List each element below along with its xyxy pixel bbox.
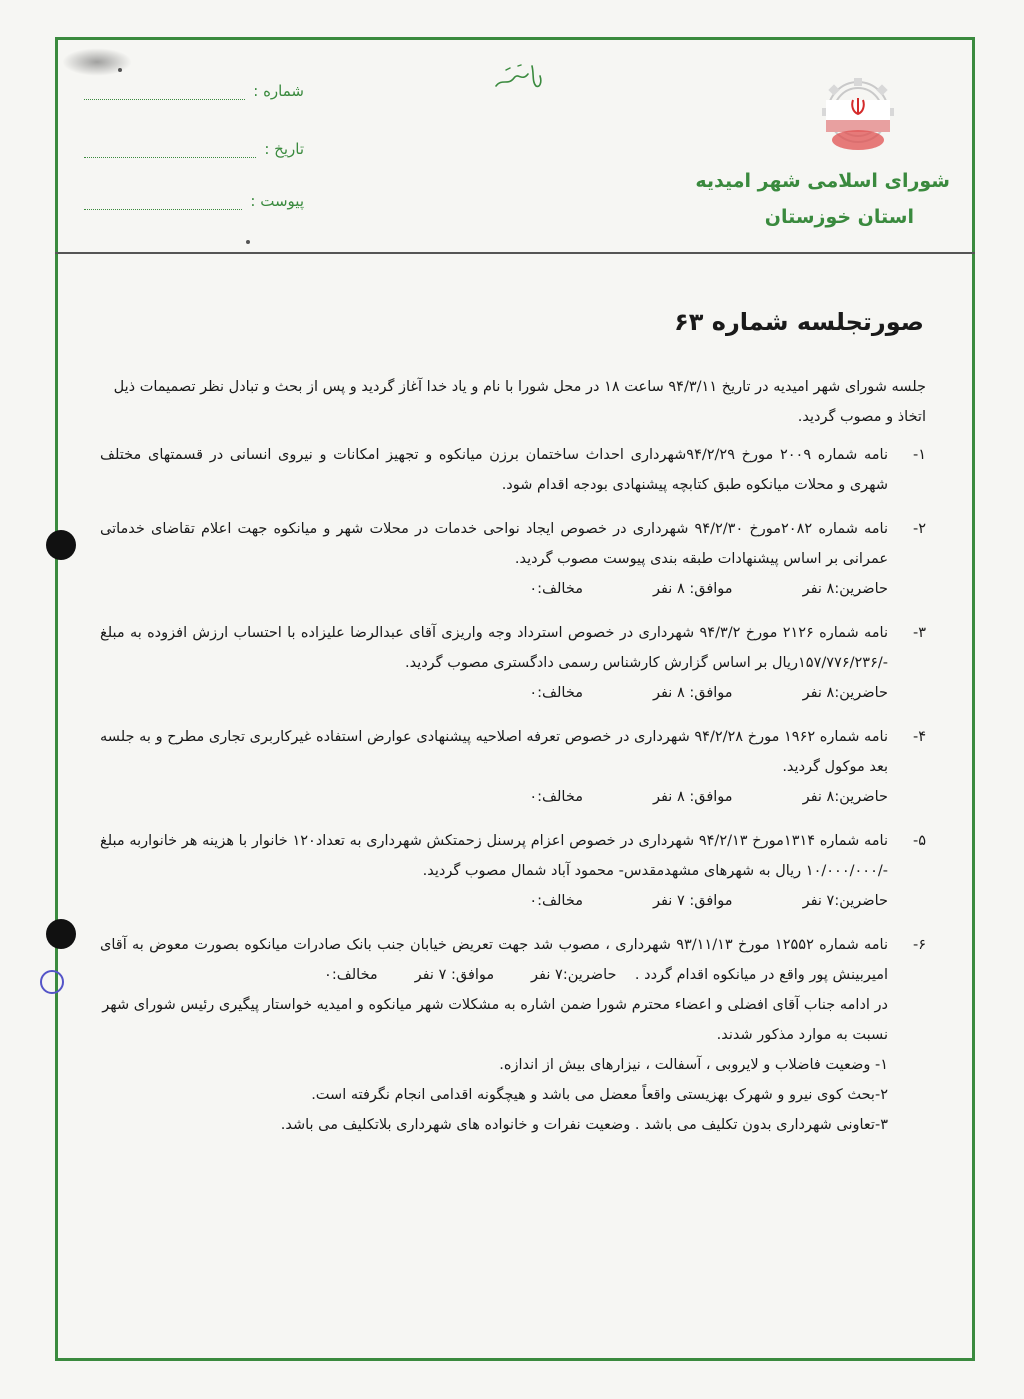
vote-present: حاضرین:۸ نفر xyxy=(802,581,888,597)
organization-province: استان خوزستان xyxy=(764,206,914,228)
item-body xyxy=(100,514,888,604)
resolution-item-1 xyxy=(100,440,926,500)
scan-dot xyxy=(118,68,122,72)
closing-paragraph: در ادامه جناب آقای افضلی و اعضاء محترم شورا ضمن اشاره به مشکلات شهر میانکوه و امیدیه خواستار پیگیری رئیس شورای شهر نسبت به موارد مذکور شدند. xyxy=(102,997,888,1043)
resolution-item-2 xyxy=(100,514,926,604)
ink-ring-mark xyxy=(40,970,64,994)
subitem-3: ۳-تعاونی شهرداری بدون تکلیف می باشد . وضعیت نفرات و خانواده های شهرداری بلاتکلیف می باشد. xyxy=(280,1117,888,1133)
item-text: نامه شماره ۲۰۰۹ مورخ ۹۴/۲/۲۹شهرداری احداث ساختمان برزن میانکوه و تجهیز امکانات و نیروی انسانی در قسمتهای مختلف شهری و محلات میانکوه طبق کتابچه پیشنهادی بودجه اقدام شود. xyxy=(100,447,888,493)
vote-present: حاضرین:۸ نفر xyxy=(802,685,888,701)
resolution-item-6 xyxy=(100,930,926,990)
resolution-item-3 xyxy=(100,618,926,708)
meta-date-dots xyxy=(84,145,256,158)
vote-present: حاضرین:۷ نفر xyxy=(802,893,888,909)
meta-date-label: تاریخ : xyxy=(264,140,304,158)
meta-date-field xyxy=(84,134,304,158)
item-body xyxy=(100,722,888,812)
item-number: ۱- xyxy=(912,447,926,463)
item-number: ۴- xyxy=(912,729,926,745)
subitem-2: ۲-بحث کوی نیرو و شهرک بهزیستی واقعاً معضل می باشد و هیچگونه اقدامی انجام نگرفته است. xyxy=(311,1087,888,1103)
scan-dot xyxy=(246,240,250,244)
item-text: نامه شماره ۲۰۸۲مورخ ۹۴/۲/۳۰ شهرداری در خصوص ایجاد نواحی خدمات در محلات شهر و میانکوه جهت اعلام تقاضای خدماتی عمرانی بر اساس پیشنهادات طبقه بندی پیوست مصوب گردید. xyxy=(100,521,889,567)
basmala-calligraphy xyxy=(488,56,548,96)
vote-oppose: مخالف:۰ xyxy=(324,967,378,983)
meta-number-dots xyxy=(84,87,245,100)
vote-present: حاضرین:۷ نفر xyxy=(531,967,617,983)
meta-attachment-label: پیوست : xyxy=(250,192,304,210)
item-number: ۳- xyxy=(912,625,926,641)
vote-row xyxy=(100,886,888,916)
item-number: ۲- xyxy=(912,521,926,537)
meta-number-field xyxy=(84,76,304,100)
subitem-1: ۱- وضعیت فاضلاب و لایروبی ، آسفالت ، نیزارهای بیش از اندازه. xyxy=(499,1057,888,1073)
item-text xyxy=(100,930,888,990)
vote-oppose: مخالف:۰ xyxy=(529,893,583,909)
organization-name: شورای اسلامی شهر امیدیه xyxy=(695,170,950,192)
item-number: ۵- xyxy=(912,833,926,849)
meta-number-label: شماره : xyxy=(253,82,304,100)
intro-paragraph: جلسه شورای شهر امیدیه در تاریخ ۹۴/۳/۱۱ ساعت ۱۸ در محل شورا با نام و یاد خدا آغاز گردید و پس از بحث و تبادل نظر تصمیمات ذیل اتخاذ و مصوب گردید. xyxy=(113,379,926,425)
document-title: صورتجلسه شماره ۶۳ xyxy=(674,308,924,336)
vote-row xyxy=(100,678,888,708)
vote-row xyxy=(100,782,888,812)
council-emblem xyxy=(806,78,910,158)
header-divider xyxy=(55,252,975,254)
subitem-list xyxy=(100,1050,888,1140)
resolution-item-4 xyxy=(100,722,926,812)
vote-present: حاضرین:۸ نفر xyxy=(802,789,888,805)
vote-row xyxy=(100,574,888,604)
document-content xyxy=(100,372,926,1140)
vote-agree: موافق: ۸ نفر xyxy=(652,581,733,597)
resolution-item-5 xyxy=(100,826,926,916)
vote-oppose: مخالف:۰ xyxy=(529,685,583,701)
punch-hole xyxy=(46,530,76,560)
punch-hole xyxy=(46,919,76,949)
vote-agree: موافق: ۸ نفر xyxy=(652,685,733,701)
vote-oppose: مخالف:۰ xyxy=(529,789,583,805)
item-body xyxy=(100,618,888,708)
item-body xyxy=(100,440,888,500)
vote-agree: موافق: ۷ نفر xyxy=(652,893,733,909)
item-text: نامه شماره ۱۳۱۴مورخ ۹۴/۲/۱۳ شهرداری در خصوص اعزام پرسنل زحمتکش شهرداری به تعداد۱۲۰ خانوار با هزینه هر خانواربه مبلغ -/۱۰/۰۰۰/۰۰۰ ریال به شهرهای مشهدمقدس- محمود آباد شمال مصوب گردید. xyxy=(100,833,888,879)
vote-agree: موافق: ۸ نفر xyxy=(652,789,733,805)
item-text: نامه شماره ۲۱۲۶ مورخ ۹۴/۳/۲ شهرداری در خصوص استرداد وجه واریزی آقای عبدالرضا علیزاده با احتساب ارزش افزوده به مبلغ -/۱۵۷/۷۷۶/۲۳۶ریال بر اساس گزارش کارشناس رسمی دادگستری مصوب گردید. xyxy=(100,625,889,671)
vote-oppose: مخالف:۰ xyxy=(529,581,583,597)
item-6-text: نامه شماره ۱۲۵۵۲ مورخ ۹۳/۱۱/۱۳ شهرداری ، مصوب شد جهت تعریض خیابان جنب بانک صادرات میانکوه بصورت معوض به آقای امیربینش پور واقع در میانکوه اقدام گردد . xyxy=(100,937,889,983)
item-body xyxy=(100,930,888,990)
item-body xyxy=(100,826,888,916)
vote-agree: موافق: ۷ نفر xyxy=(414,967,495,983)
meta-attachment-dots xyxy=(84,197,242,210)
item-number: ۶- xyxy=(912,937,926,953)
item-text: نامه شماره ۱۹۶۲ مورخ ۹۴/۲/۲۸ شهرداری در خصوص تعرفه اصلاحیه پیشنهادی عوارض استفاده غیرکاربری تجاری مطرح و به جلسه بعد موکول گردید. xyxy=(100,729,888,775)
scan-smudge xyxy=(62,48,132,76)
meta-attachment-field xyxy=(84,186,304,210)
